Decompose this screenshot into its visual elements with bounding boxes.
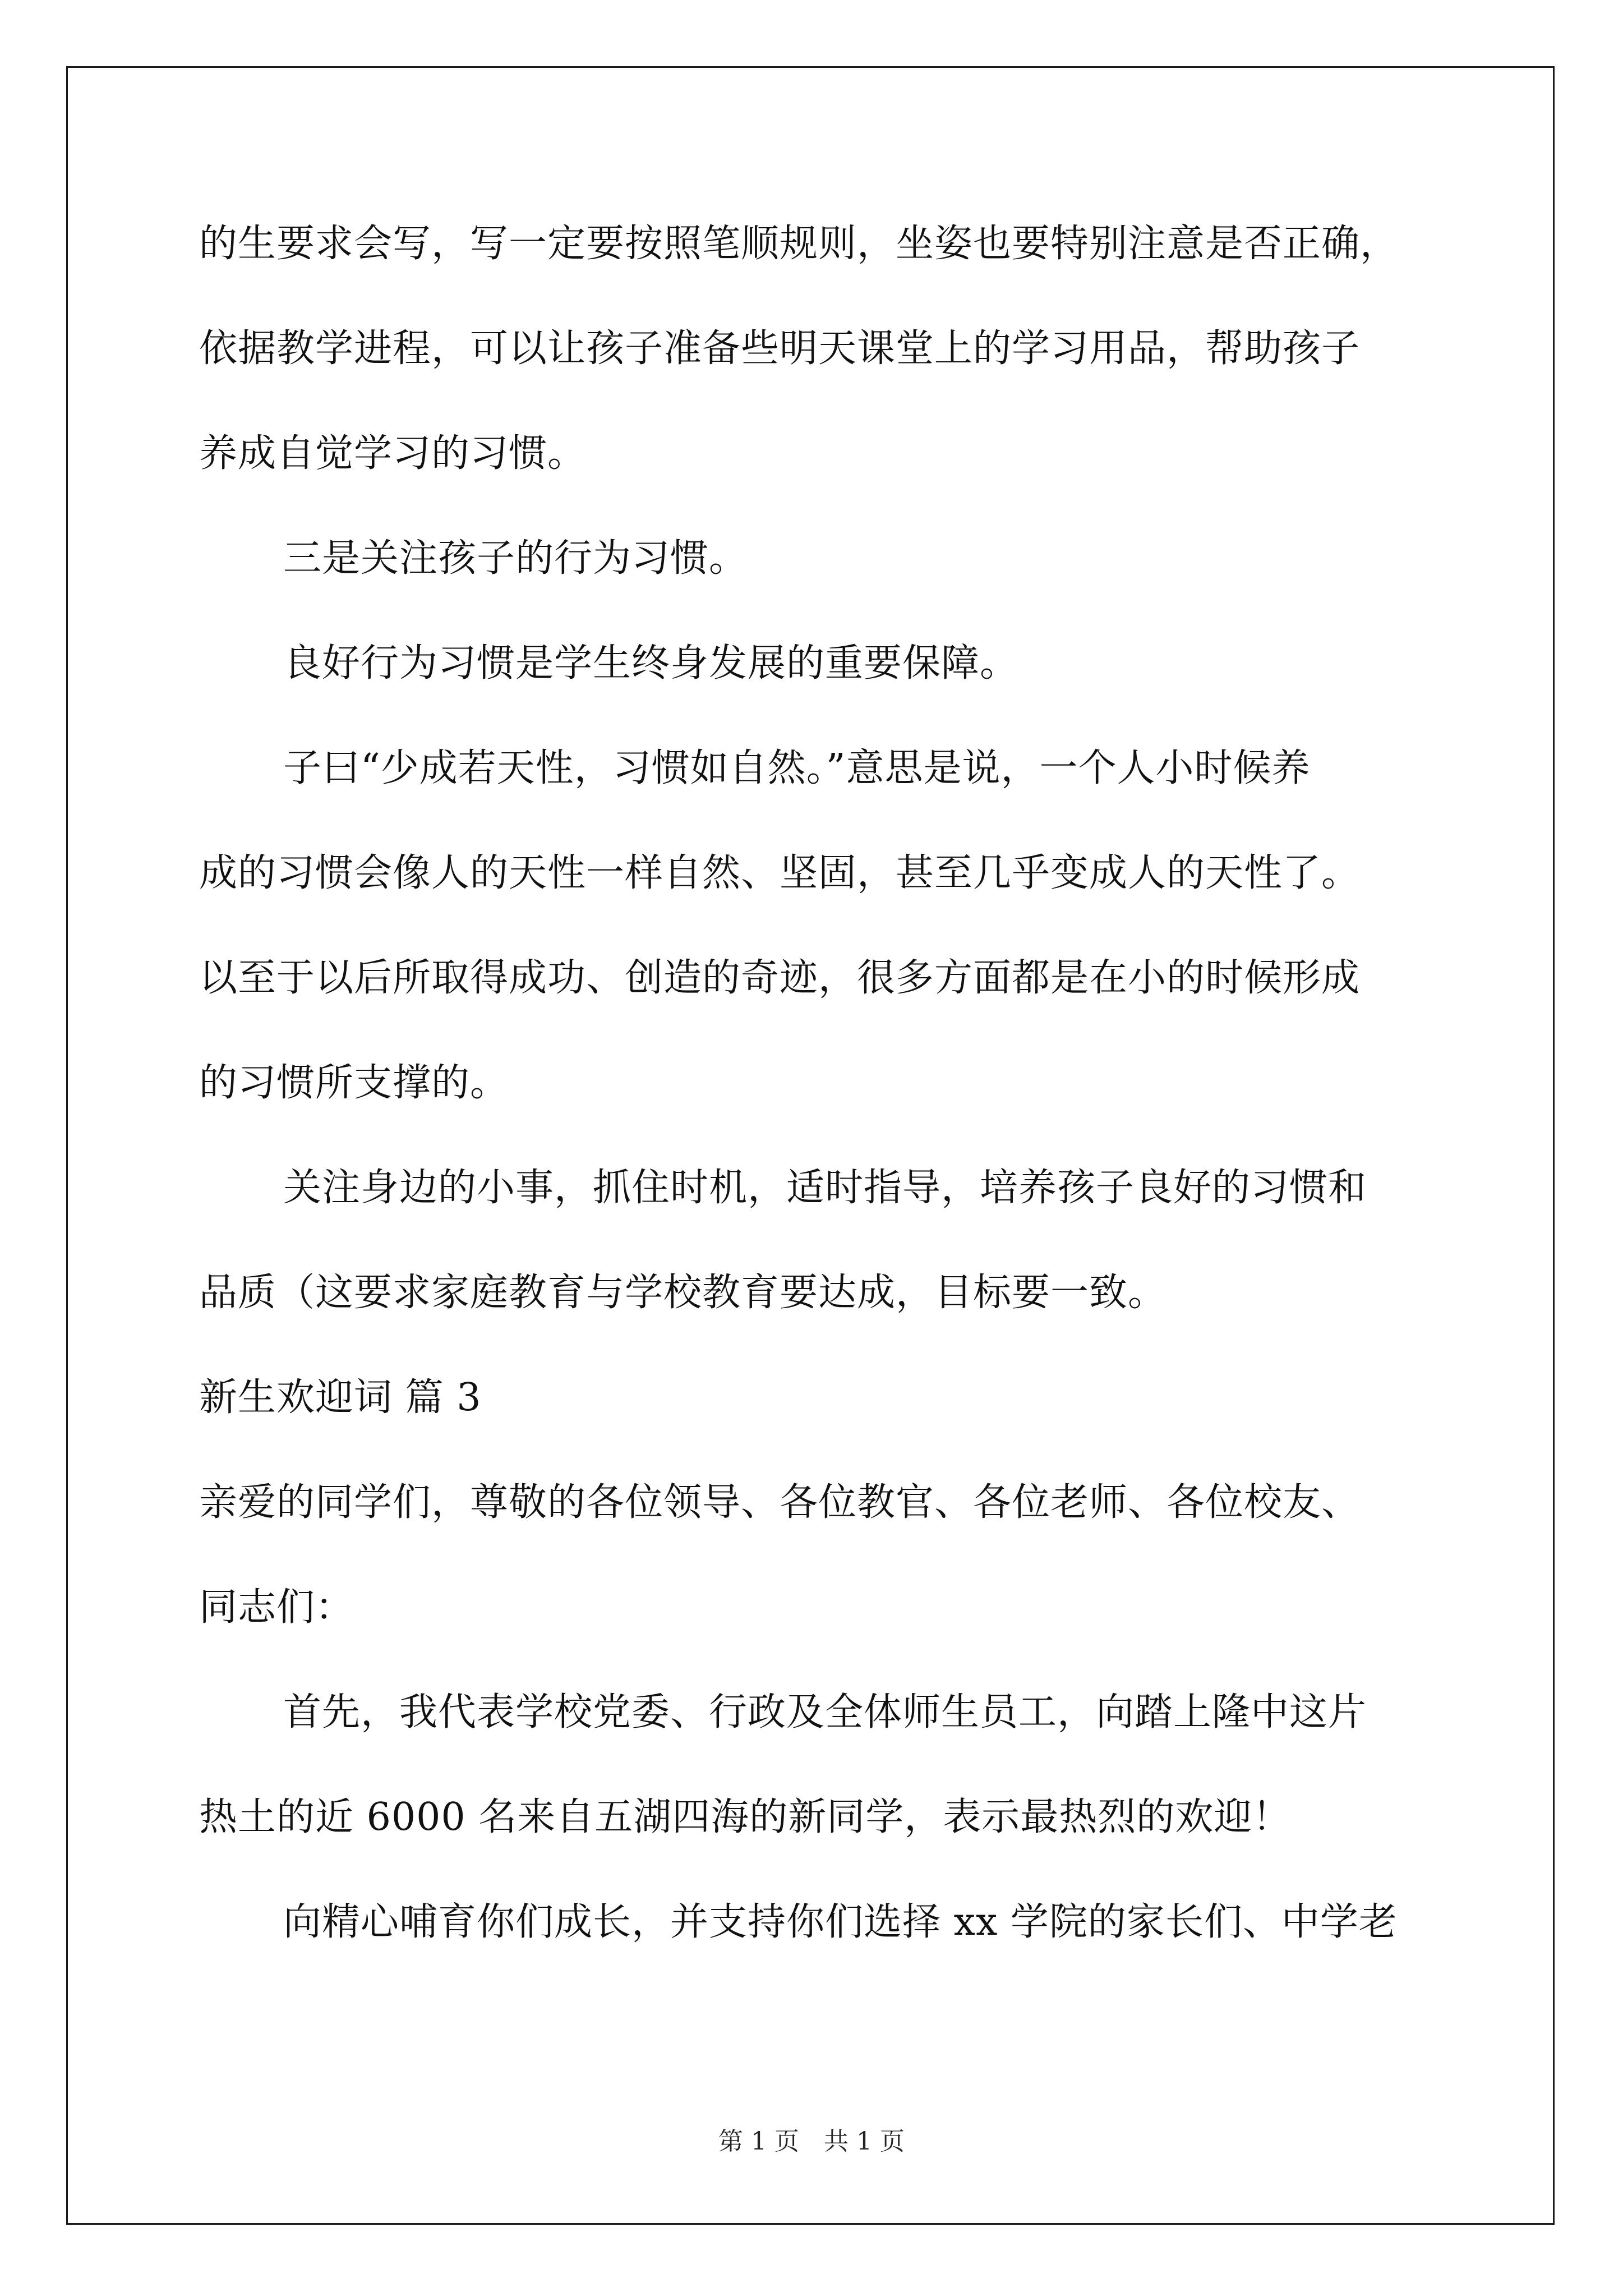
text-line: 良好行为习惯是学生终身发展的重要保障。: [283, 641, 1019, 685]
text-line: 品质（这要求家庭教育与学校教育要达成，目标要一致。: [199, 1271, 1167, 1315]
text-line: 养成自觉学习的习惯。: [199, 431, 587, 476]
text-line: 子曰“少成若天性，习惯如自然。”意思是说，一个人小时候养: [283, 746, 1311, 790]
page-footer: 第 1 页 共 1 页: [718, 2127, 905, 2156]
text-line: 热土的近 6000 名来自五湖四海的新同学，表示最热烈的欢迎！: [199, 1795, 1292, 1839]
text-line: 同志们：: [199, 1585, 354, 1630]
text-line: 向精心哺育你们成长，并支持你们选择 xx 学院的家长们、中学老: [283, 1900, 1398, 1944]
text-line: 三是关注孩子的行为习惯。: [283, 536, 748, 581]
text-line: 首先，我代表学校党委、行政及全体师生员工，向踏上隆中这片: [283, 1690, 1367, 1734]
text-line: 成的习惯会像人的天性一样自然、坚固，甚至几乎变成人的天性了。: [199, 851, 1361, 895]
text-line: 的习惯所支撑的。: [199, 1061, 509, 1105]
section-heading: 新生欢迎词 篇 3: [199, 1375, 482, 1420]
text-line: 的生要求会写，写一定要按照笔顺规则，坐姿也要特别注意是否正确，: [199, 222, 1399, 266]
text-line: 依据教学进程，可以让孩子准备些明天课堂上的学习用品，帮助孩子: [199, 326, 1361, 371]
text-line: 以至于以后所取得成功、创造的奇迹，很多方面都是在小的时候形成: [199, 956, 1361, 1000]
text-line: 关注身边的小事，抓住时机，适时指导，培养孩子良好的习惯和: [283, 1166, 1367, 1210]
text-line: 亲爱的同学们，尊敬的各位领导、各位教官、各位老师、各位校友、: [199, 1480, 1361, 1525]
